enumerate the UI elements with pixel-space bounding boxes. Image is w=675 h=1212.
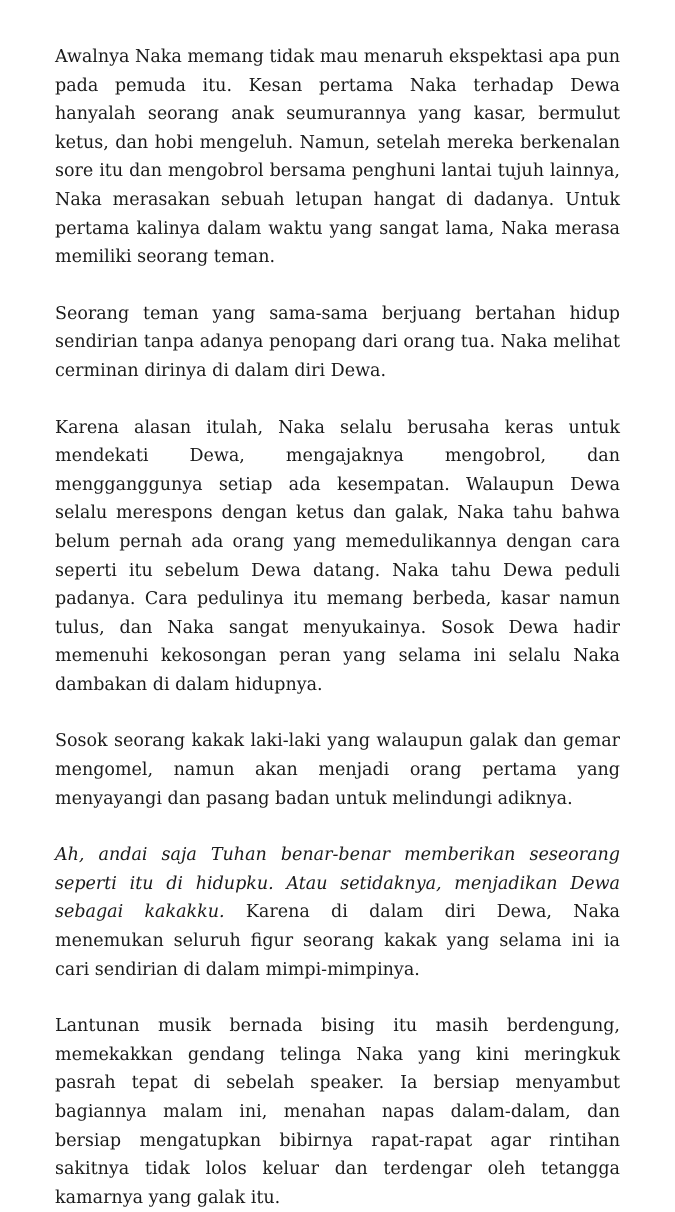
story-page	[55, 43, 620, 1212]
paragraph-4-text: Sosok seorang kakak laki-laki yang walaupun galak dan gemar mengomel, namun akan menjadi orang pertama yang menyayangi dan pasang badan untuk melindungi adiknya.	[55, 731, 620, 809]
paragraph-2	[55, 300, 620, 386]
paragraph-5-text: Karena di dalam diri Dewa, Naka menemukan seluruh figur seorang kakak yang selama ini ia cari sendirian di dalam mimpi-mimpinya.	[55, 902, 620, 980]
paragraph-1-text: Awalnya Naka memang tidak mau menaruh ekspektasi apa pun pada pemuda itu. Kesan pertama Naka terhadap Dewa hanyalah seorang anak seumurannya yang kasar, bermulut ketus, dan hobi mengeluh. Namun, setelah mereka berkenalan sore itu dan mengobrol bersama penghuni lantai tujuh lainnya, Naka merasakan sebuah letupan hangat di dadanya. Untuk pertama kalinya dalam waktu yang sangat lama, Naka merasa memiliki seorang teman.	[55, 47, 620, 268]
paragraph-6-text: Lantunan musik bernada bising itu masih berdengung, memekakkan gendang telinga Naka yang kini meringkuk pasrah tepat di sebelah speaker. Ia bersiap menyambut bagiannya malam ini, menahan napas dalam-dalam, dan bersiap mengatupkan bibirnya rapat-rapat agar rintihan sakitnya tidak lolos keluar dan terdengar oleh tetangga kamarnya yang galak itu.	[55, 1016, 620, 1208]
paragraph-5	[55, 841, 620, 984]
paragraph-3-text: Karena alasan itulah, Naka selalu berusaha keras untuk mendekati Dewa, mengajaknya mengobrol, dan mengganggunya setiap ada kesempatan. Walaupun Dewa selalu merespons dengan ketus dan galak, Naka tahu bahwa belum pernah ada orang yang memedulikannya dengan cara seperti itu sebelum Dewa datang. Naka tahu Dewa peduli padanya. Cara pedulinya itu memang berbeda, kasar namun tulus, dan Naka sangat menyukainya. Sosok Dewa hadir memenuhi kekosongan peran yang selama ini selalu Naka dambakan di dalam hidupnya.	[55, 417, 620, 695]
paragraph-4	[55, 727, 620, 813]
paragraph-1	[55, 43, 620, 272]
paragraph-6	[55, 1012, 620, 1212]
paragraph-5-inner-thought: Ah, andai saja Tuhan benar-benar memberikan seseorang seperti itu di hidupku. Atau setidaknya, menjadikan Dewa sebagai kakakku.	[55, 845, 620, 923]
paragraph-2-text: Seorang teman yang sama-sama berjuang bertahan hidup sendirian tanpa adanya penopang dari orang tua. Naka melihat cerminan dirinya di dalam diri Dewa.	[55, 303, 620, 381]
paragraph-3	[55, 414, 620, 700]
